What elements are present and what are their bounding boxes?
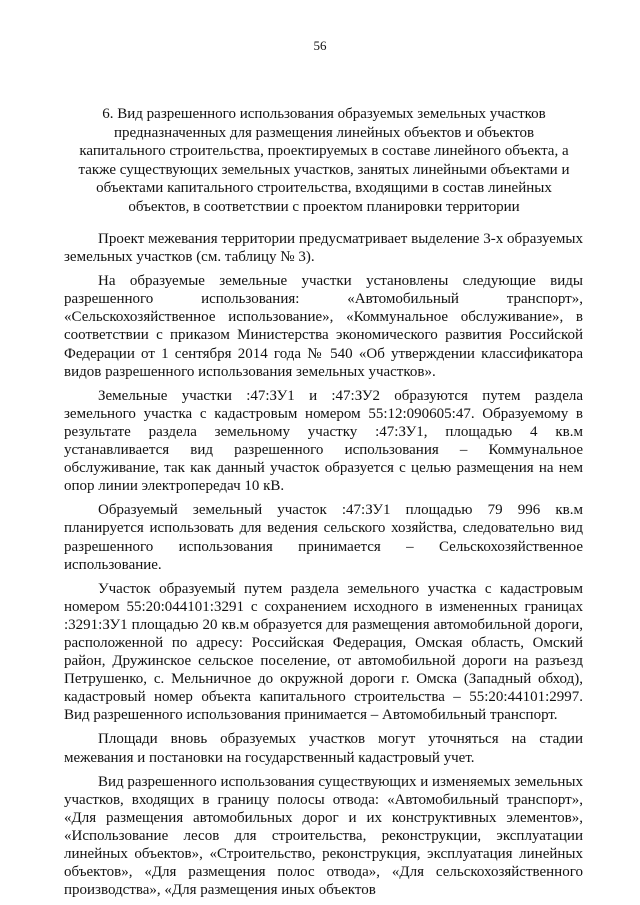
paragraph: Образуемый земельный участок :47:ЗУ1 площадью 79 996 кв.м планируется использовать для ведения сельского хозяйства, следовательно вид разрешенного использования принимается – Сельскохозяйственное использование. xyxy=(64,502,583,573)
section-heading: 6. Вид разрешенного использования образуемых земельных участков предназначенных для размещения линейных объектов и объектов капитального строительства, проектируемых в составе линейного объекта, а также существующих земельных участков, занятых линейными объектами и объектами капитального строительства, входящими в состав линейных объектов, в соответствии с проектом планировки территории xyxy=(78,106,570,215)
paragraph: Вид разрешенного использования существующих и изменяемых земельных участков, входящих в границу полосы отвода: «Автомобильный транспорт», «Для размещения автомобильных дорог и их конструктивных элементов», «Использование лесов для строительства, реконструкции, эксплуатации линейных объектов», «Строительство, реконструкция, эксплуатация линейных объектов», «Для размещения полос отвода», «Для сельскохозяйственного производства», «Для размещения иных объектов xyxy=(64,773,583,899)
page-number: 56 xyxy=(313,38,327,53)
paragraph: Площади вновь образуемых участков могут уточняться на стадии межевания и постановки на государственный кадастровый учет. xyxy=(64,731,583,766)
paragraph: На образуемые земельные участки установлены следующие виды разрешенного использования: «Автомобильный транспорт», «Сельскохозяйственное использование», «Коммунальное обслуживание», в соответствии с приказом Министерства экономического развития Российской Федерации от 1 сентября 2014 года № 540 «Об утверждении классификатора видов разрешенного использования земельных участков». xyxy=(64,273,583,380)
paragraph: Участок образуемый путем раздела земельного участка с кадастровым номером 55:20:044101:3291 с сохранением исходного в измененных границах :3291:ЗУ1 площадью 20 кв.м образуется для размещения автомобильной дороги, расположенной по адресу: Российская Федерация, Омская область, Омский район, Дружинское сельское поселение, от автомобильной дороги на разъезд Петрушенко, с. Мельничное до окружной дороги г. Омска (Западный обход), кадастровый номер объекта капитального строительства – 55:20:44101:2997. Вид разрешенного использования принимается – Автомобильный транспорт. xyxy=(64,580,583,724)
paragraph: Проект межевания территории предусматривает выделение 3-х образуемых земельных участков (см. таблицу № 3). xyxy=(64,231,583,266)
paragraph: Земельные участки :47:ЗУ1 и :47:ЗУ2 образуются путем раздела земельного участка с кадастровым номером 55:12:090605:47. Образуемому в результате раздела земельному участку :47:ЗУ1, площадью 4 кв.м устанавливается вид разрешенного использования – Коммунальное обслуживание, так как данный участок образуется с целью размещения на нем опор линии электропередач 10 кВ. xyxy=(64,387,583,495)
document-body xyxy=(64,230,583,905)
